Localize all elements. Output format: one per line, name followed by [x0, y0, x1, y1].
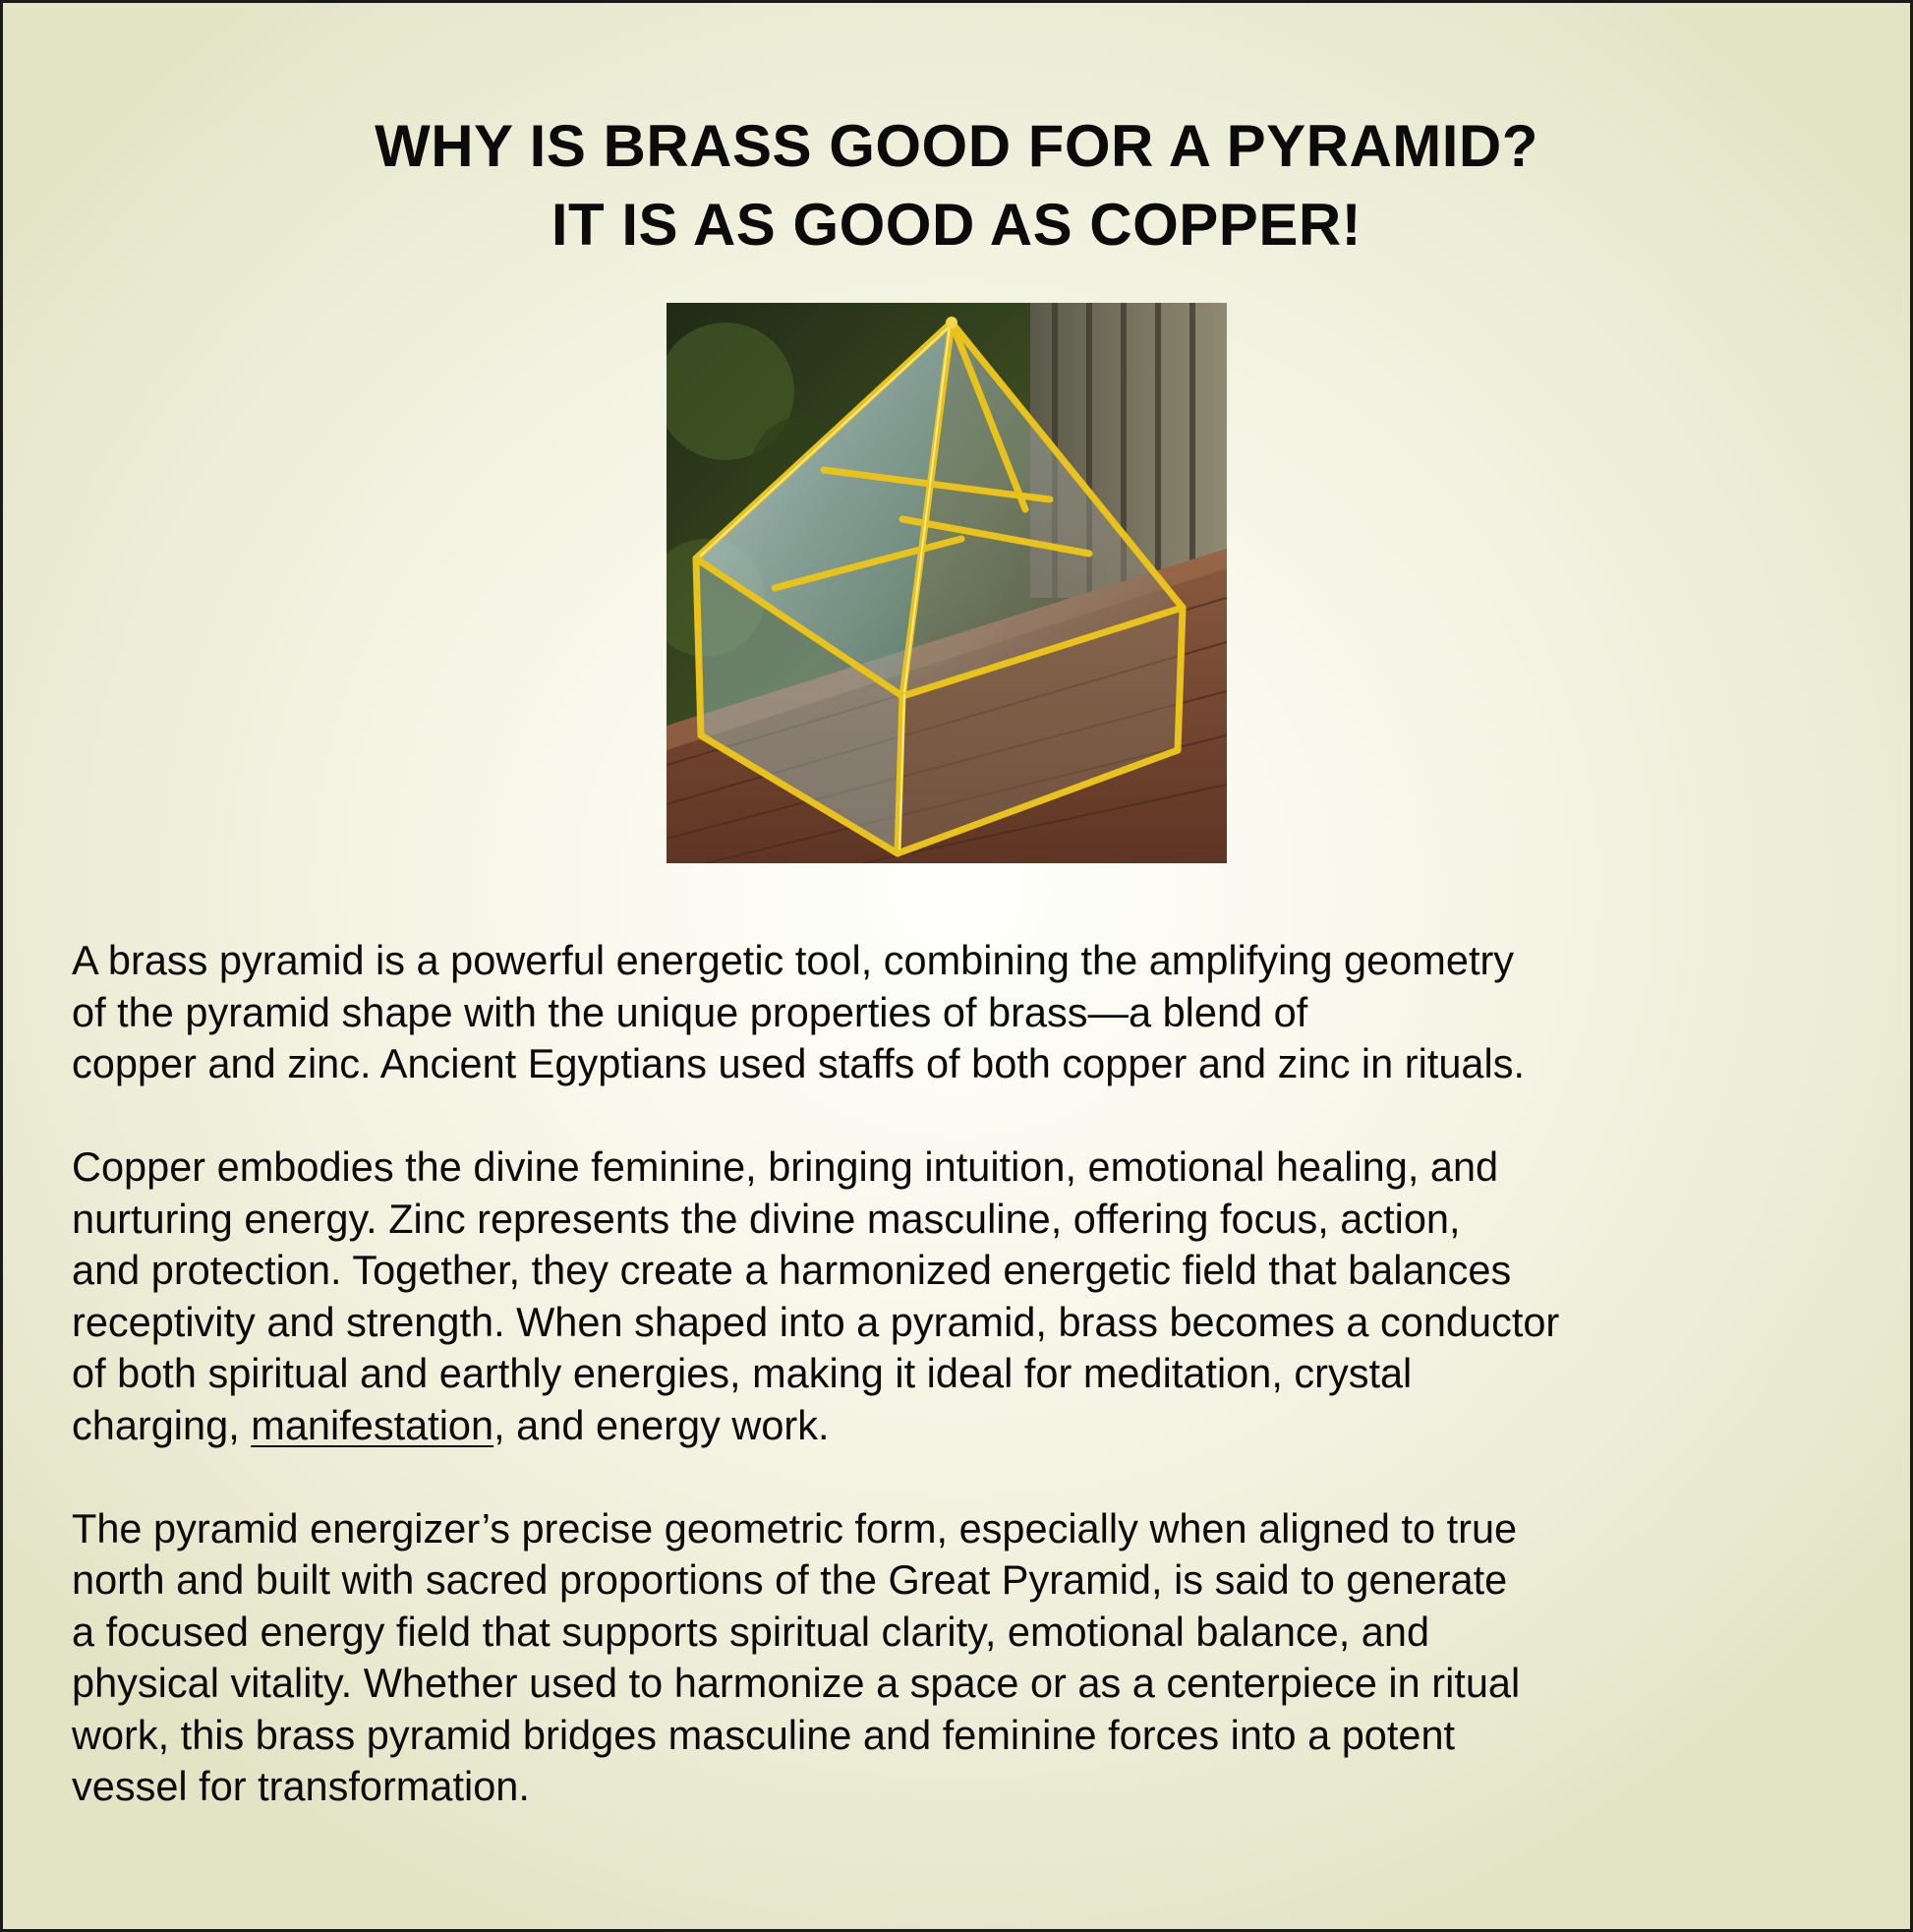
- text-line: copper and zinc. Ancient Egyptians used staffs of both copper and zinc in rituals.: [72, 1040, 1525, 1086]
- text-line: A brass pyramid is a powerful energetic tool, combining the amplifying geometry: [72, 937, 1515, 983]
- text-line: and protection. Together, they create a harmonized energetic field that balances: [72, 1247, 1512, 1293]
- headline-line-2: IT IS AS GOOD AS COPPER!: [551, 192, 1362, 258]
- paragraph-1: [72, 935, 1861, 1090]
- text-line: of both spiritual and earthly energies, making it ideal for meditation, crystal: [72, 1350, 1413, 1396]
- text-line: The pyramid energizer’s precise geometric form, especially when aligned to true: [72, 1504, 1518, 1551]
- text-line: [72, 1400, 1861, 1452]
- text-line: nurturing energy. Zinc represents the divine masculine, offering focus, action,: [72, 1195, 1461, 1242]
- paragraph-3: [72, 1503, 1861, 1813]
- text-line: of the pyramid shape with the unique properties of brass—a blend of: [72, 988, 1308, 1035]
- headline: [3, 107, 1910, 264]
- text-fragment: charging,: [72, 1401, 252, 1448]
- text-line: Copper embodies the divine feminine, bringing intuition, emotional healing, and: [72, 1143, 1499, 1190]
- text-line: north and built with sacred proportions of the Great Pyramid, is said to generate: [72, 1556, 1508, 1603]
- text-line: work, this brass pyramid bridges masculine and feminine forces into a potent: [72, 1711, 1456, 1758]
- text-fragment: , and energy work.: [493, 1401, 830, 1448]
- paragraph-2: [72, 1142, 1861, 1451]
- text-line: a focused energy field that supports spiritual clarity, emotional balance, and: [72, 1608, 1430, 1655]
- manifestation-link[interactable]: manifestation: [251, 1401, 494, 1448]
- brass-pyramid-photo: [667, 303, 1227, 863]
- text-line: physical vitality. Whether used to harmonize a space or as a centerpiece in ritual: [72, 1660, 1521, 1706]
- text-line: vessel for transformation.: [72, 1763, 530, 1809]
- text-line: receptivity and strength. When shaped into a pyramid, brass becomes a conductor: [72, 1298, 1560, 1345]
- headline-line-1: WHY IS BRASS GOOD FOR A PYRAMID?: [375, 113, 1538, 179]
- body-text: [72, 935, 1861, 1864]
